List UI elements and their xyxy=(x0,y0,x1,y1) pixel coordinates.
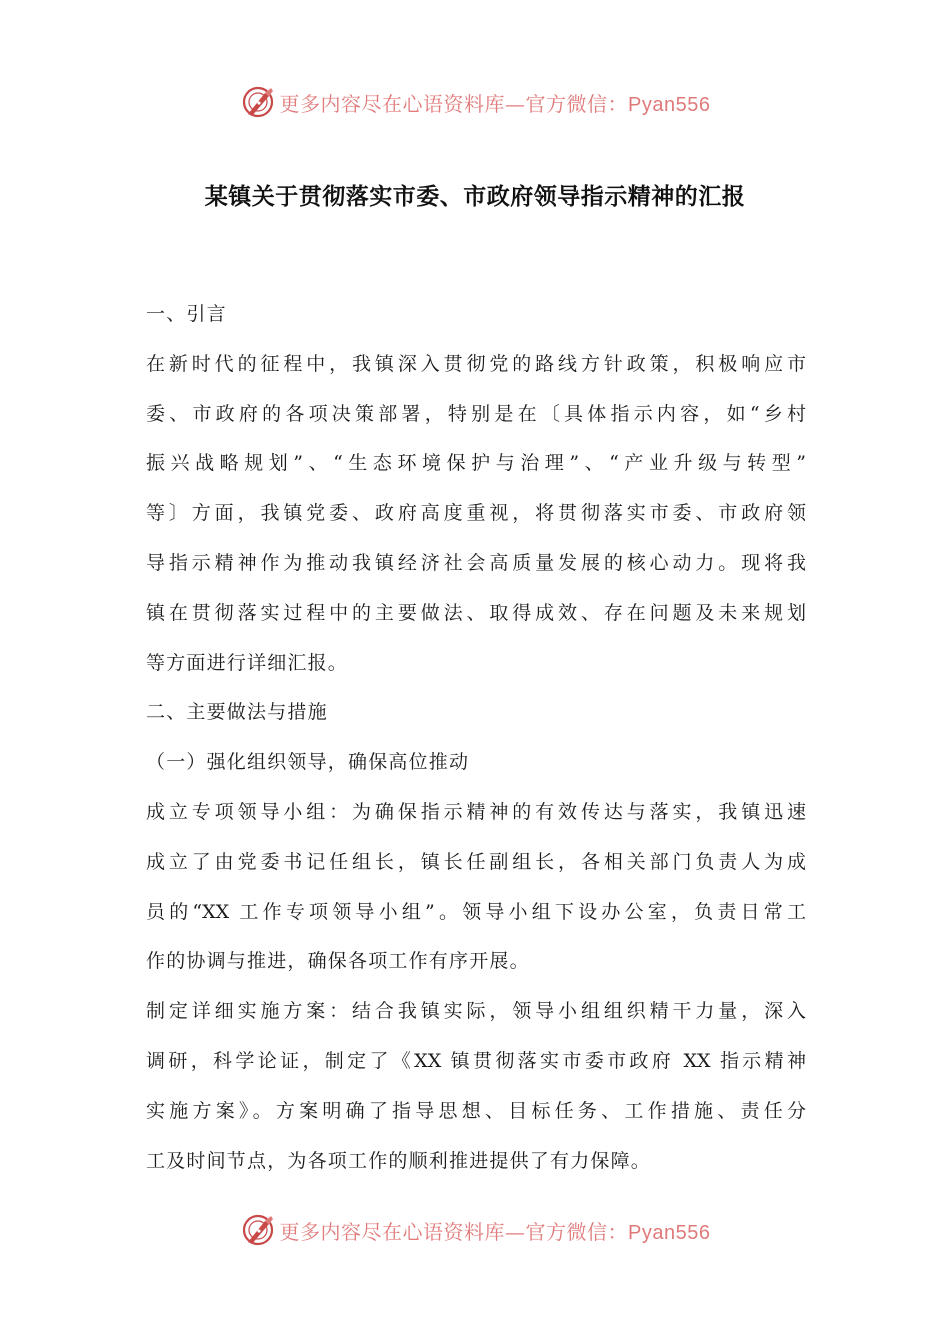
pen-nib-circle-icon xyxy=(240,84,276,120)
paragraph-line: 员的“XX 工作专项领导小组”。领导小组下设办公室，负责日常工 xyxy=(146,900,806,923)
paragraph-line: 成立了由党委书记任组长，镇长任副组长，各相关部门负责人为成 xyxy=(146,850,806,873)
paragraph-line: 成立专项领导小组：为确保指示精神的有效传达与落实，我镇迅速 xyxy=(146,800,806,823)
pen-nib-circle-icon xyxy=(240,1212,276,1248)
paragraph-line: 制定详细实施方案：结合我镇实际，领导小组组织精干力量，深入 xyxy=(146,1000,806,1023)
paragraph-line: 在新时代的征程中，我镇深入贯彻党的路线方针政策，积极响应市 xyxy=(146,352,806,375)
paragraph-line: 等方面进行详细汇报。 xyxy=(146,651,349,674)
paragraph-line: 调研，科学论证，制定了《XX 镇贯彻落实市委市政府 XX 指示精神 xyxy=(146,1049,806,1072)
paragraph-line: 振兴战略规划”、“生态环境保护与治理”、“产业升级与转型” xyxy=(146,452,806,475)
paragraph-line: 实施方案》。方案明确了指导思想、目标任务、工作措施、责任分 xyxy=(146,1099,806,1122)
document-title: 某镇关于贯彻落实市委、市政府领导指示精神的汇报 xyxy=(204,184,746,210)
section-heading: 二、主要做法与措施 xyxy=(146,701,328,724)
watermark-text: 更多内容尽在心语资料库—官方微信：Pyan556 xyxy=(279,1219,711,1244)
subsection-heading: （一）强化组织领导，确保高位推动 xyxy=(146,751,470,774)
header-watermark xyxy=(0,82,950,122)
paragraph-line: 导指示精神作为推动我镇经济社会高质量发展的核心动力。现将我 xyxy=(146,551,806,574)
paragraph-line: 等〕方面，我镇党委、政府高度重视，将贯彻落实市委、市政府领 xyxy=(146,502,806,525)
paragraph-line: 工及时间节点，为各项工作的顺利推进提供了有力保障。 xyxy=(146,1149,652,1172)
section-heading: 一、引言 xyxy=(146,303,227,325)
footer-watermark xyxy=(0,1210,950,1250)
paragraph-line: 委、市政府的各项决策部署，特别是在〔具体指示内容，如“乡村 xyxy=(146,402,806,425)
paragraph-line: 镇在贯彻落实过程中的主要做法、取得成效、存在问题及未来规划 xyxy=(146,601,806,624)
paragraph-line: 作的协调与推进，确保各项工作有序开展。 xyxy=(146,950,530,973)
watermark-text: 更多内容尽在心语资料库—官方微信：Pyan556 xyxy=(279,91,711,116)
document-body xyxy=(146,290,806,1186)
